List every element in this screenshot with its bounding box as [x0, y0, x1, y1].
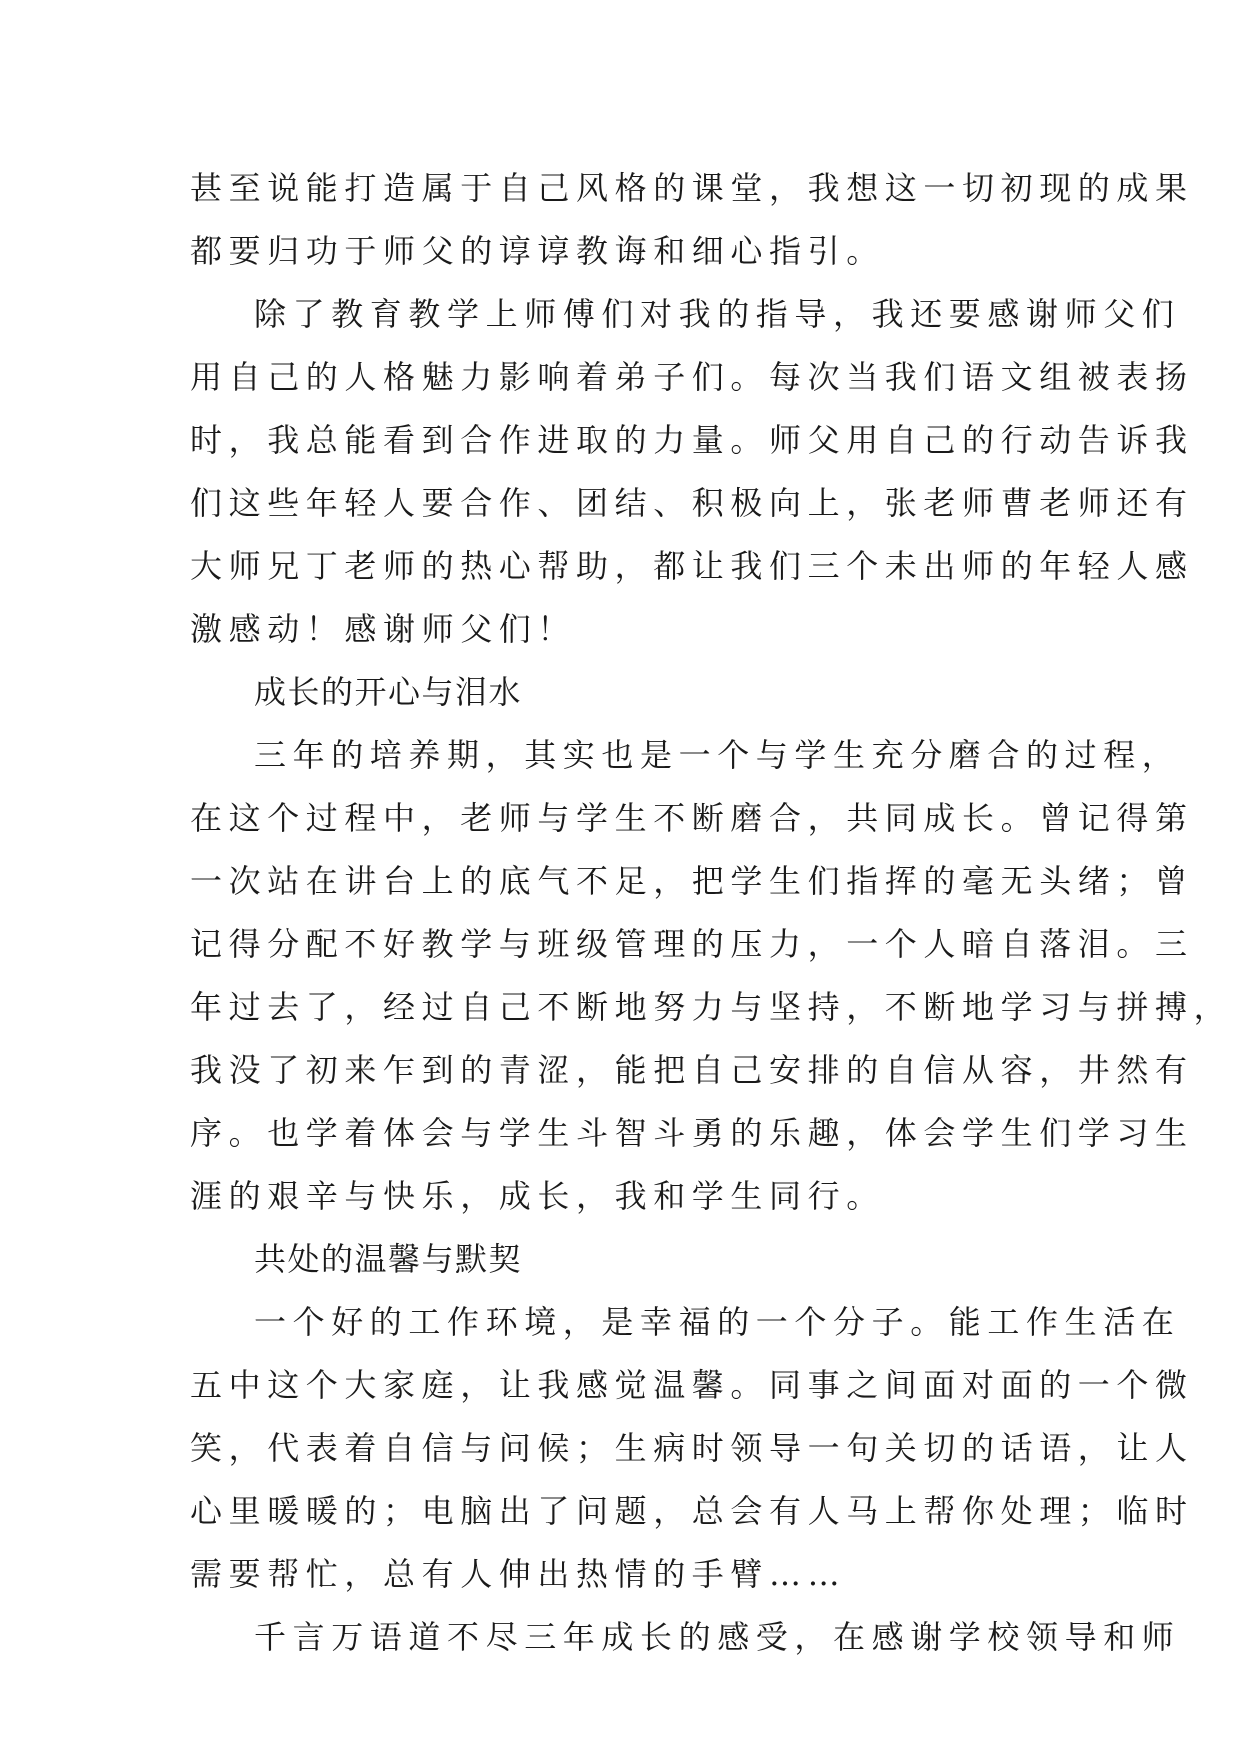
body-line: 序。也学着体会与学生斗智斗勇的乐趣，体会学生们学习生	[190, 1114, 1194, 1152]
body-line: 五中这个大家庭，让我感觉温馨。同事之间面对面的一个微	[190, 1366, 1194, 1404]
body-line: 涯的艰辛与快乐，成长，我和学生同行。	[190, 1177, 885, 1215]
body-line: 笑，代表着自信与问候；生病时领导一句关切的话语，让人	[190, 1429, 1194, 1467]
body-line: 一次站在讲台上的底气不足，把学生们指挥的毫无头绪；曾	[190, 862, 1194, 900]
body-line: 都要归功于师父的谆谆教诲和细心指引。	[190, 232, 885, 270]
body-line: 我没了初来乍到的青涩，能把自己安排的自信从容，井然有	[190, 1051, 1194, 1089]
body-line: 心里暖暖的；电脑出了问题，总会有人马上帮你处理；临时	[190, 1492, 1194, 1530]
section-heading: 共处的温馨与默契	[254, 1240, 523, 1278]
body-line: 们这些年轻人要合作、团结、积极向上，张老师曹老师还有	[190, 484, 1194, 522]
body-line: 在这个过程中，老师与学生不断磨合，共同成长。曾记得第	[190, 799, 1194, 837]
document-body	[190, 157, 1233, 1669]
section-heading: 成长的开心与泪水	[254, 673, 523, 711]
paragraph-start-line: 除了教育教学上师傅们对我的指导，我还要感谢师父们	[254, 295, 1181, 333]
body-line: 时，我总能看到合作进取的力量。师父用自己的行动告诉我	[190, 421, 1194, 459]
body-line: 用自己的人格魅力影响着弟子们。每次当我们语文组被表扬	[190, 358, 1194, 396]
body-line: 大师兄丁老师的热心帮助，都让我们三个未出师的年轻人感	[190, 547, 1194, 585]
paragraph-start-line: 千言万语道不尽三年成长的感受，在感谢学校领导和师	[254, 1618, 1181, 1656]
body-line: 甚至说能打造属于自己风格的课堂，我想这一切初现的成果	[190, 169, 1194, 207]
body-line: 激感动！感谢师父们！	[190, 610, 577, 648]
body-line: 年过去了，经过自己不断地努力与坚持，不断地学习与拼搏，	[190, 988, 1233, 1026]
body-line: 记得分配不好教学与班级管理的压力，一个人暗自落泪。三	[190, 925, 1194, 963]
paragraph-start-line: 三年的培养期，其实也是一个与学生充分磨合的过程，	[254, 736, 1181, 774]
paragraph-start-line: 一个好的工作环境，是幸福的一个分子。能工作生活在	[254, 1303, 1181, 1341]
body-line: 需要帮忙，总有人伸出热情的手臂……	[190, 1555, 847, 1593]
